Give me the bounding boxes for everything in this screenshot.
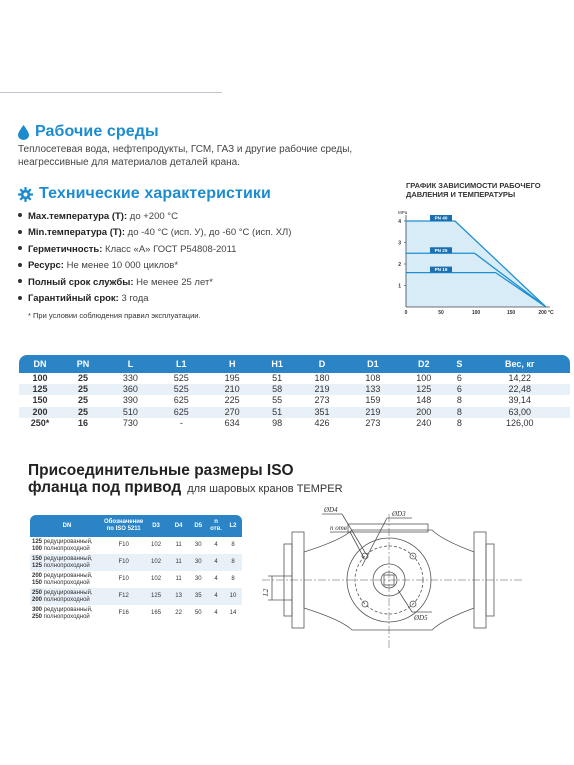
table-cell: 39,14	[508, 395, 532, 406]
dn-cell: 250 редуцированный, 200 полнопроходной	[30, 588, 104, 605]
col-header: S	[449, 355, 469, 373]
spec-item: Ресурс: Не менее 10 000 циклов*	[18, 258, 291, 274]
table-cell: F10	[118, 576, 129, 583]
series-label: PN 25	[434, 247, 448, 253]
media-line: Теплосетевая вода, нефтепродукты, ГСМ, ГАЗ и другие рабочие среды,	[18, 144, 353, 155]
x-tick-label: 100	[471, 310, 481, 316]
series-label: PN 40	[434, 215, 448, 221]
label-n-holes: n отв	[330, 524, 347, 532]
table-cell: 426	[314, 417, 330, 428]
table-cell: 165	[151, 610, 162, 617]
table-cell: 330	[122, 373, 138, 384]
spec-item: Полный срок службы: Не менее 25 лет*	[18, 275, 291, 291]
table-cell: 4	[208, 588, 224, 605]
table-cell: 273	[365, 417, 381, 428]
table-cell: 30	[188, 554, 208, 571]
table-cell: F10	[104, 554, 143, 571]
pressure-temperature-chart	[380, 203, 560, 323]
table-row	[30, 554, 242, 571]
table-cell: 219	[297, 384, 348, 395]
col-header: H	[207, 355, 258, 373]
table-cell: 625	[173, 395, 189, 406]
table-cell: 14	[229, 610, 237, 617]
col-header: Обозначение по ISO 5211	[104, 515, 143, 537]
table-row	[30, 537, 242, 554]
table-cell: 10	[224, 588, 242, 605]
table-cell: 8	[456, 395, 462, 406]
table-row	[19, 395, 570, 406]
table-cell: 100	[32, 373, 48, 384]
label-d4: ØD4	[324, 506, 338, 514]
table-cell: -	[179, 417, 183, 428]
table-cell: 133	[347, 384, 398, 395]
iso-table-header	[30, 515, 242, 537]
y-axis-label: MPa	[398, 210, 408, 215]
table-cell: 25	[61, 384, 105, 395]
col-header: L	[105, 355, 156, 373]
col-header: D3	[143, 515, 169, 537]
table-cell: 225	[224, 395, 240, 406]
table-cell: 98	[272, 417, 283, 428]
y-tick-label: 2	[398, 261, 401, 268]
table-cell: 351	[297, 407, 348, 418]
table-row	[19, 373, 570, 384]
table-row	[19, 407, 570, 418]
table-cell: 11	[169, 554, 189, 571]
spec-item: Герметичность: Класс «А» ГОСТ Р54808-2011	[18, 242, 291, 258]
table-row	[19, 384, 570, 395]
table-row	[19, 418, 570, 429]
col-header: D5	[188, 515, 208, 537]
table-cell: 55	[272, 395, 283, 406]
spec-item: Min.температура (Т): до -40 °С (исп. У), до -60 °С (исп. ХЛ)	[18, 225, 291, 241]
col-header: n отв.	[208, 515, 224, 537]
table-cell: 11	[175, 576, 182, 583]
table-cell: 13	[169, 588, 189, 605]
table-cell: 525	[156, 384, 207, 395]
table-cell: 102	[143, 554, 169, 571]
tech-table-header	[19, 355, 570, 373]
table-cell: 510	[105, 407, 156, 418]
table-cell: 240	[416, 417, 432, 428]
specs-footnote: * При условии соблюдения правил эксплуатации.	[28, 311, 201, 320]
x-tick-label: 0	[404, 310, 408, 316]
dn-cell: 300 редуцированный, 250 полнопроходной	[32, 607, 93, 620]
iso-title-sub: для шаровых кранов TEMPER	[187, 483, 343, 495]
table-cell: 200	[398, 407, 449, 418]
x-tick-label: 200 °C	[538, 310, 554, 316]
specs-heading-text: Технические характеристики	[39, 185, 271, 202]
table-cell: 102	[151, 542, 162, 549]
table-cell: 250*	[30, 417, 50, 428]
table-cell: 180	[314, 373, 330, 384]
col-header: Вес, кг	[470, 355, 570, 373]
table-cell: 6	[449, 384, 469, 395]
table-cell: 159	[365, 395, 381, 406]
table-cell: 102	[151, 576, 162, 583]
col-header: D2	[398, 355, 449, 373]
table-cell: 210	[207, 384, 258, 395]
spec-item: Max.температура (Т): до +200 °С	[18, 209, 291, 225]
table-cell: 4	[214, 610, 218, 617]
table-cell: 270	[207, 407, 258, 418]
table-cell: 25	[77, 395, 88, 406]
table-cell: 58	[258, 384, 297, 395]
col-header: D4	[169, 515, 189, 537]
table-cell: 8	[449, 407, 469, 418]
media-line: неагрессивные для материалов деталей крана.	[18, 157, 240, 168]
table-cell: 390	[122, 395, 138, 406]
col-header: H1	[258, 355, 297, 373]
table-cell: F10	[118, 542, 129, 549]
x-tick-label: 150	[506, 310, 516, 316]
table-cell: 634	[224, 417, 240, 428]
table-cell: 25	[61, 407, 105, 418]
table-cell: 63,00	[470, 407, 570, 418]
table-cell: 360	[105, 384, 156, 395]
col-header: D1	[347, 355, 398, 373]
table-cell: 35	[188, 588, 208, 605]
y-tick-label: 3	[398, 240, 401, 247]
table-cell: 148	[416, 395, 432, 406]
gear-icon	[18, 187, 33, 202]
table-cell: 51	[272, 373, 283, 384]
iso-table	[30, 515, 242, 622]
table-row	[30, 571, 242, 588]
table-cell: 51	[258, 407, 297, 418]
table-cell: 100	[416, 373, 432, 384]
series-label: PN 16	[434, 267, 448, 273]
table-row	[30, 605, 242, 622]
table-cell: 125	[19, 384, 61, 395]
dn-cell: 200 редуцированный, 150 полнопроходной	[32, 573, 93, 586]
media-heading-text: Рабочие среды	[35, 123, 159, 140]
table-row	[30, 588, 242, 605]
col-header: L1	[156, 355, 207, 373]
media-description	[18, 143, 378, 169]
table-cell: 125	[143, 588, 169, 605]
table-cell: 525	[173, 373, 189, 384]
table-cell: 200	[19, 407, 61, 418]
table-cell: 195	[224, 373, 240, 384]
table-cell: 22,48	[470, 384, 570, 395]
media-heading	[18, 123, 159, 141]
col-header: PN	[61, 355, 105, 373]
label-l2: L2	[262, 588, 270, 596]
dn-cell: 150 редуцированный, 125 полнопроходной	[30, 554, 104, 571]
table-cell: 4	[208, 554, 224, 571]
top-divider	[0, 92, 222, 93]
table-cell: 8	[231, 576, 235, 583]
table-cell: 30	[194, 576, 202, 583]
table-cell: 16	[77, 417, 88, 428]
table-cell: 8	[456, 417, 462, 428]
table-cell: 11	[175, 542, 182, 549]
table-cell: 150	[32, 395, 48, 406]
col-header: DN	[19, 355, 61, 373]
table-cell: 219	[347, 407, 398, 418]
table-cell: 8	[224, 554, 242, 571]
table-cell: 625	[156, 407, 207, 418]
iso-title-line1: Присоединительные размеры ISO	[28, 462, 294, 479]
table-cell: 108	[365, 373, 381, 384]
chart-area-fill	[406, 221, 546, 307]
label-d5: ØD5	[414, 614, 428, 622]
table-cell: 25	[77, 373, 88, 384]
table-cell: 8	[231, 542, 235, 549]
iso-title	[28, 462, 343, 498]
table-cell: 126,00	[506, 417, 534, 428]
col-header: L2	[224, 515, 242, 537]
x-tick-label: 50	[438, 310, 444, 316]
table-cell: F12	[104, 588, 143, 605]
tech-table	[19, 355, 570, 429]
specs-list	[18, 209, 291, 307]
y-tick-label: 1	[398, 283, 401, 290]
y-tick-label: 4	[398, 218, 401, 225]
table-cell: 30	[194, 542, 202, 549]
flange-drawing	[262, 500, 562, 660]
table-cell: 22	[175, 610, 182, 617]
table-cell: 273	[314, 395, 330, 406]
water-drop-icon	[18, 125, 29, 140]
col-header: D	[297, 355, 348, 373]
table-cell: 14,22	[508, 373, 532, 384]
dn-cell: 125 редуцированный, 100 полнопроходной	[32, 539, 93, 552]
specs-heading	[18, 185, 271, 203]
table-cell: 4	[214, 576, 218, 583]
table-cell: 4	[214, 542, 218, 549]
col-header: DN	[30, 515, 104, 537]
table-cell: 50	[194, 610, 202, 617]
table-cell: 125	[398, 384, 449, 395]
spec-item: Гарантийный срок: 3 года	[18, 291, 291, 307]
iso-title-line2: фланца под привод для шаровых кранов TEMPER	[28, 479, 343, 496]
table-cell: 6	[456, 373, 462, 384]
table-cell: F16	[118, 610, 129, 617]
chart-title: ГРАФИК ЗАВИСИМОСТИ РАБОЧЕГО ДАВЛЕНИЯ И ТЕМПЕРАТУРЫ	[406, 181, 541, 199]
table-cell: 730	[122, 417, 138, 428]
label-d3: ØD3	[392, 510, 406, 518]
